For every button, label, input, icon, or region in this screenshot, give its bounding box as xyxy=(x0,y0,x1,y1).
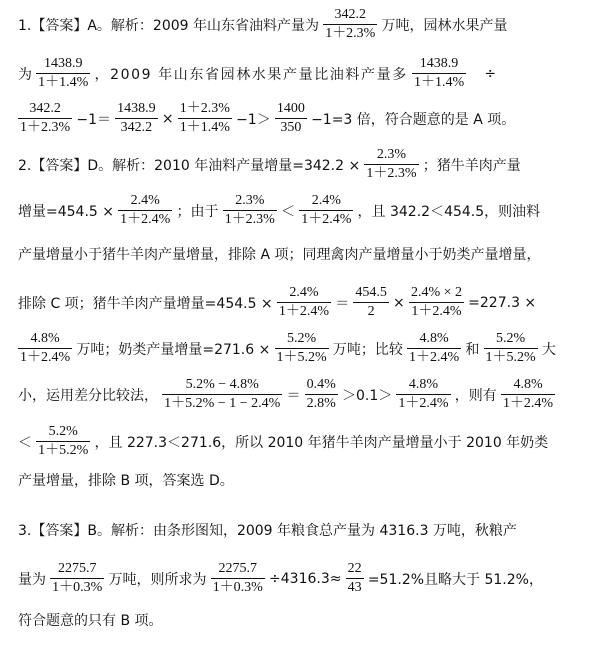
q2-fraction-3 xyxy=(223,192,277,229)
q1-text: × xyxy=(161,110,174,127)
q3-line-3 xyxy=(18,610,606,652)
q2-text: × xyxy=(393,294,405,311)
denominator: 1＋5.2% − 1 − 2.4% xyxy=(164,396,281,411)
q2-line-8 xyxy=(18,470,606,512)
q2-line-6 xyxy=(18,376,606,418)
q3-text: 万吨，则所求为 xyxy=(108,571,207,588)
q2-fraction-8 xyxy=(18,330,72,367)
q1-fraction-4 xyxy=(18,100,72,137)
q2-line-4 xyxy=(18,284,606,326)
denominator: 1＋2.4% xyxy=(398,396,449,411)
numerator: 2275.7 xyxy=(218,561,258,576)
denominator: 1＋2.4% xyxy=(502,396,554,411)
q2-text: 增量=454.5 × xyxy=(18,203,114,220)
q2-text: ＞0.1＞ xyxy=(341,387,393,404)
q2-text: ，则有 xyxy=(454,387,497,404)
q1-fraction-1 xyxy=(323,6,377,43)
numerator: 22 xyxy=(347,561,362,576)
q3-text: ÷4316.3≈ xyxy=(269,570,342,587)
q2-fraction-2 xyxy=(118,192,172,229)
numerator: 2.4% × 2 xyxy=(410,285,462,300)
q1-text: −1＝ xyxy=(76,111,111,128)
q2-text: 排除 C 项；猪牛羊肉产量增量=454.5 × xyxy=(18,295,273,312)
denominator: 1＋2.3% xyxy=(366,166,417,181)
numerator: 4.8% xyxy=(30,331,60,346)
numerator: 2275.7 xyxy=(58,561,97,576)
numerator: 342.2 xyxy=(334,7,367,22)
q2-fraction-9 xyxy=(275,330,329,367)
denominator: 43 xyxy=(347,580,362,595)
numerator: 4.8% xyxy=(419,331,449,346)
denominator: 1＋0.3% xyxy=(52,580,103,595)
q2-fraction-1 xyxy=(364,146,418,183)
q2-text: =227.3 × xyxy=(468,294,537,311)
q2-line-2 xyxy=(18,192,606,234)
numerator: 2.4% xyxy=(311,193,341,208)
denominator: 1＋2.4% xyxy=(120,212,171,227)
denominator: 1＋1.4% xyxy=(38,75,89,90)
q2-line-1 xyxy=(18,146,606,188)
q1-text: ÷ xyxy=(484,65,497,82)
denominator: 1＋5.2% xyxy=(38,443,89,458)
denominator: 1＋5.2% xyxy=(485,350,536,365)
denominator: 342.2 xyxy=(115,118,158,137)
denominator: 1＋2.4% xyxy=(301,212,352,227)
numerator: 5.2% xyxy=(48,424,78,439)
q2-text: ＝ xyxy=(286,387,301,404)
numerator: 5.2% − 4.8% xyxy=(185,377,259,392)
q2-text: ＝ xyxy=(335,295,350,312)
denominator: 350 xyxy=(275,118,307,137)
q2-fraction-11 xyxy=(484,330,538,367)
q2-fraction-14 xyxy=(396,376,450,413)
q3-line-2 xyxy=(18,560,606,602)
numerator: 4.8% xyxy=(513,377,543,392)
q1-fraction-5 xyxy=(115,100,158,137)
q1-text: 1.【答案】A。解析：2009 年山东省油料产量为 xyxy=(18,17,320,34)
numerator: 1400 xyxy=(276,101,305,116)
q2-text: 和 xyxy=(465,341,480,358)
q2-text: ＜ xyxy=(281,203,296,220)
denominator: 1＋5.2% xyxy=(276,350,327,365)
denominator: 1＋2.4% xyxy=(409,350,460,365)
q1-text: ，2009 年山东省园林水果产量比油料产量多 xyxy=(94,66,408,83)
q3-text: 符合题意的只有 B 项。 xyxy=(18,613,163,629)
numerator: 1＋2.3% xyxy=(179,101,230,116)
q1-text: 为 xyxy=(18,66,32,83)
denominator: 1＋2.4% xyxy=(278,304,330,319)
q1-fraction-2 xyxy=(36,55,90,92)
q3-line-1 xyxy=(18,520,606,562)
q2-text: 万吨；比较 xyxy=(332,341,403,358)
numerator: 2.4% xyxy=(289,285,319,300)
denominator: 1＋2.3% xyxy=(325,26,376,41)
q2-fraction-10 xyxy=(407,330,461,367)
numerator: 2.4% xyxy=(130,193,160,208)
q2-fraction-7 xyxy=(409,284,464,321)
denominator: 1＋1.4% xyxy=(179,120,230,135)
q3-fraction-3 xyxy=(346,560,364,597)
denominator: 2.8% xyxy=(306,396,336,411)
q2-line-5 xyxy=(18,330,606,372)
denominator: 2 xyxy=(353,302,389,321)
numerator: 2.3% xyxy=(376,147,407,162)
q2-text: ，且 342.2＜454.5，则油料 xyxy=(357,203,541,220)
denominator: 1＋2.3% xyxy=(20,120,71,135)
q1-fraction-3 xyxy=(412,55,466,92)
numerator: 1438.9 xyxy=(419,56,459,71)
q1-text: 万吨，园林水果产量 xyxy=(381,17,508,34)
q2-text: 大 xyxy=(541,341,556,358)
numerator: 2.3% xyxy=(235,193,265,208)
q2-line-7 xyxy=(18,423,606,465)
q2-text: 产量增量小于猪牛羊肉产量增量，排除 A 项；同理禽肉产量增量小于奶类产量增量， xyxy=(18,247,541,263)
q2-fraction-12 xyxy=(162,376,282,413)
q3-text: =51.2%且略大于 51.2%， xyxy=(367,571,543,588)
q1-line-3 xyxy=(18,100,606,142)
q1-text: −1=3 倍，符合题意的是 A 项。 xyxy=(311,111,516,128)
q3-text: 量为 xyxy=(18,571,46,588)
denominator: 1＋1.4% xyxy=(413,75,465,90)
numerator: 5.2% xyxy=(287,331,317,346)
q2-fraction-16 xyxy=(36,423,90,460)
q2-fraction-5 xyxy=(277,284,331,321)
q2-text: ，且 227.3＜271.6，所以 2010 年猪牛羊肉产量增量小于 2010 年奶类 xyxy=(94,434,549,451)
q2-text: 万吨；奶类产量增量=271.6 × xyxy=(76,341,271,358)
q1-text: −1＞ xyxy=(236,111,271,128)
q2-text: ＜ xyxy=(18,434,32,451)
q2-line-3 xyxy=(18,244,606,286)
numerator: 342.2 xyxy=(29,101,61,116)
numerator: 0.4% xyxy=(306,377,336,392)
denominator: 1＋2.4% xyxy=(409,302,464,321)
q2-text: 产量增量，排除 B 项，答案选 D。 xyxy=(18,473,234,489)
numerator: 454.5 xyxy=(355,285,387,300)
q2-fraction-4 xyxy=(299,192,353,229)
q2-fraction-6 xyxy=(353,284,389,321)
numerator: 5.2% xyxy=(496,331,526,346)
q2-text: ；猪牛羊肉产量 xyxy=(422,157,521,174)
denominator: 1＋0.3% xyxy=(212,580,263,595)
q2-fraction-15 xyxy=(501,376,555,413)
q1-line-1 xyxy=(18,6,606,48)
q2-text: 2.【答案】D。解析：2010 年油料产量增量=342.2 × xyxy=(18,157,361,174)
q3-fraction-2 xyxy=(211,560,265,597)
numerator: 4.8% xyxy=(408,377,439,392)
q2-text: ；由于 xyxy=(176,203,219,220)
q2-text: 小，运用差分比较法， xyxy=(18,387,158,404)
q3-fraction-1 xyxy=(50,560,104,597)
q1-fraction-6 xyxy=(178,100,232,137)
q1-fraction-7 xyxy=(275,100,307,137)
denominator: 1＋2.4% xyxy=(20,350,71,365)
numerator: 1438.9 xyxy=(117,101,156,116)
q1-line-2 xyxy=(18,55,606,97)
denominator: 1＋2.3% xyxy=(224,212,275,227)
q3-text: 3.【答案】B。解析：由条形图知，2009 年粮食总产量为 4316.3 万吨，秋粮产 xyxy=(18,523,517,539)
numerator: 1438.9 xyxy=(44,56,83,71)
q2-fraction-13 xyxy=(305,376,338,413)
